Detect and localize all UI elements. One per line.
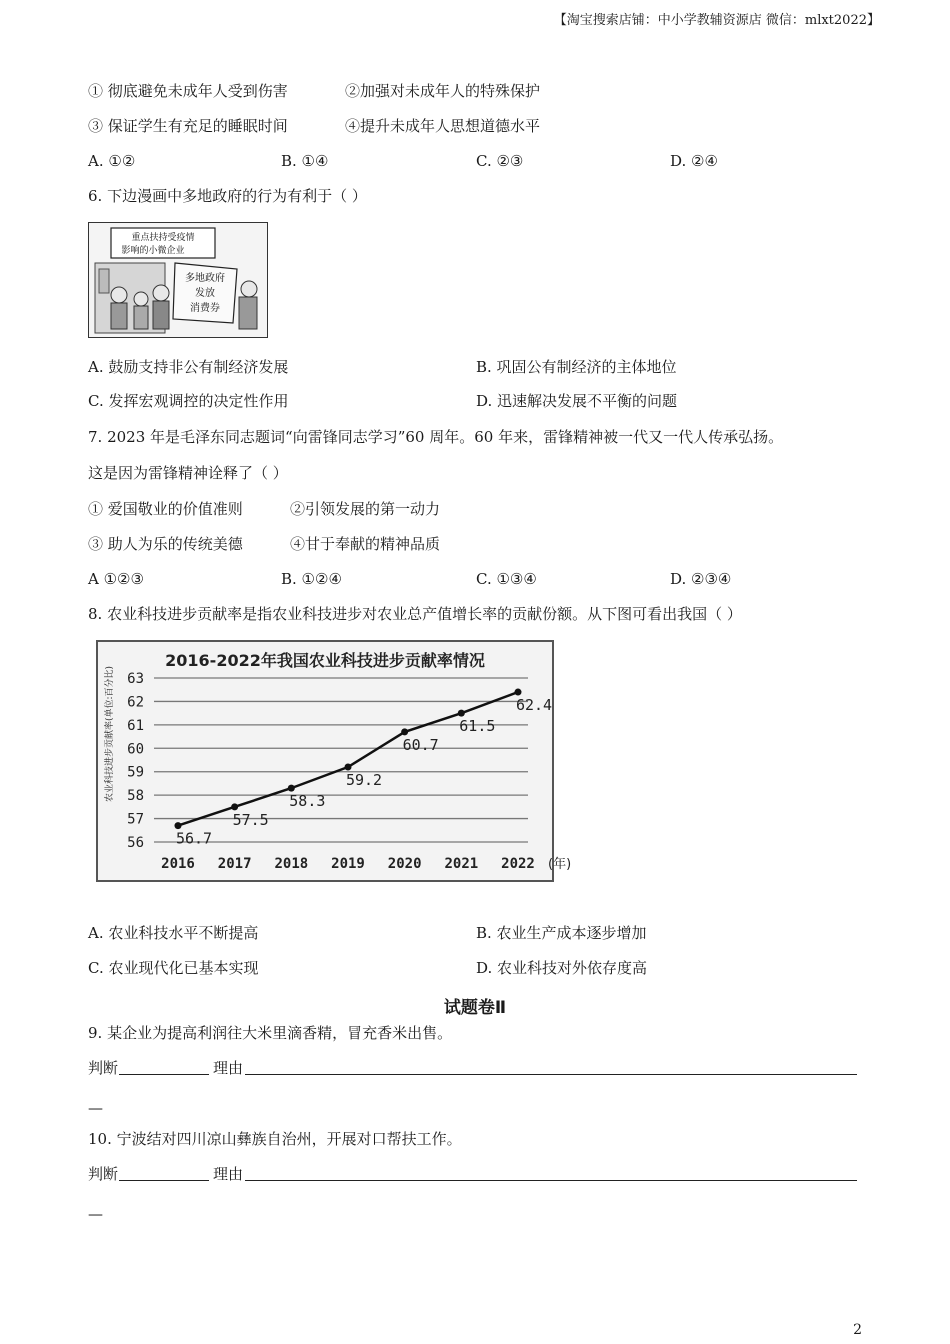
q10-judge-blank[interactable] [119, 1180, 209, 1181]
q6-option-d[interactable]: D. 迅速解决发展不平衡的问题 [476, 392, 678, 410]
q5-option-c[interactable]: C. ②③ [476, 152, 524, 170]
q7-stem-line2: 这是因为雷锋精神诠释了（ ） [88, 464, 288, 482]
chart-data-point [175, 822, 182, 829]
chart-x-tick-label: 2022 [501, 856, 535, 872]
q10-reason-label: 理由 [213, 1165, 244, 1183]
q8-chart [96, 640, 572, 882]
chart-data-point [231, 803, 238, 810]
chart-y-axis-label: 农业科技进步贡献率(单位:百分比) [105, 665, 115, 802]
q7-statement-3: ③ 助人为乐的传统美德 [88, 535, 243, 553]
chart-data-label: 57.5 [232, 810, 269, 829]
q5-statement-2: ②加强对未成年人的特殊保护 [345, 82, 541, 100]
q9-stem: 9. 某企业为提高利润往大米里滴香精，冒充香米出售。 [88, 1024, 453, 1042]
chart-data-label: 60.7 [402, 735, 439, 754]
cartoon-sign-line2: 影响的小微企业 [121, 246, 185, 256]
q5-statement-4: ④提升未成年人思想道德水平 [345, 117, 541, 135]
q8-option-d[interactable]: D. 农业科技对外依存度高 [476, 959, 648, 977]
chart-data-label: 59.2 [345, 771, 383, 790]
chart-x-unit-label: (年) [548, 857, 572, 872]
q5-statement-1: ① 彻底避免未成年人受到伤害 [88, 82, 288, 100]
q7-option-d[interactable]: D. ②③④ [670, 570, 732, 588]
q6-stem: 6. 下边漫画中多地政府的行为有利于（ ） [88, 187, 367, 205]
chart-x-tick-label: 2019 [331, 856, 365, 872]
chart-data-label: 58.3 [289, 792, 326, 811]
chart-y-tick-label: 63 [127, 671, 144, 687]
chart-x-tick-label: 2020 [387, 856, 422, 872]
q9-judge-blank[interactable] [119, 1074, 209, 1075]
q8-option-a[interactable]: A. 农业科技水平不断提高 [88, 924, 259, 942]
chart-data-point [401, 728, 408, 735]
q8-stem: 8. 农业科技进步贡献率是指农业科技进步对农业总产值增长率的贡献份额。从下图可看出我国（ ） [88, 605, 742, 623]
chart-title: 2016-2022年我国农业科技进步贡献率情况 [165, 651, 485, 670]
chart-data-point [288, 785, 295, 792]
cartoon-board-line2: 发放 [195, 288, 215, 299]
chart-data-label: 56.7 [175, 829, 213, 848]
chart-y-tick-label: 61 [127, 717, 144, 734]
page-header: 【淘宝搜索店铺：中小学教辅资源店 微信：mlxt2022】 [553, 13, 880, 28]
q10-stem: 10. 宁波结对四川凉山彝族自治州，开展对口帮扶工作。 [88, 1130, 462, 1148]
section-title: 试题卷Ⅱ [443, 998, 507, 1018]
chart-data-label: 62.4 [515, 696, 553, 715]
chart-y-tick-label: 60 [127, 741, 144, 758]
q7-statement-1: ① 爱国敬业的价值准则 [88, 500, 243, 518]
q6-option-c[interactable]: C. 发挥宏观调控的决定性作用 [88, 392, 289, 410]
chart-x-tick-label: 2018 [274, 856, 309, 872]
q6-option-a[interactable]: A. 鼓励支持非公有制经济发展 [88, 358, 289, 376]
q9-reason-blank[interactable] [245, 1074, 857, 1075]
q5-option-b[interactable]: B. ①④ [281, 152, 329, 170]
q10-judge-label: 判断 [88, 1165, 119, 1183]
q9-judge-label: 判断 [88, 1059, 119, 1077]
q9-dash: — [88, 1099, 103, 1117]
chart-data-point [515, 689, 522, 696]
chart-y-tick-label: 59 [127, 764, 144, 781]
chart-data-point [345, 764, 352, 771]
cartoon-board-line1: 多地政府 [185, 273, 225, 284]
chart-y-tick-label: 58 [127, 788, 144, 805]
chart-y-tick-label: 62 [127, 694, 144, 711]
chart-y-tick-label: 56 [127, 835, 144, 851]
q7-stem-line1: 7. 2023 年是毛泽东同志题词“向雷锋同志学习”60 周年。60 年来，雷锋精神被一代又一代人传承弘扬。 [88, 428, 784, 446]
q6-cartoon [88, 222, 268, 338]
chart-data-label: 61.5 [459, 717, 496, 736]
q7-option-c[interactable]: C. ①③④ [476, 570, 537, 588]
q5-statement-3: ③ 保证学生有充足的睡眠时间 [88, 117, 288, 135]
q6-option-b[interactable]: B. 巩固公有制经济的主体地位 [476, 358, 677, 376]
chart-x-tick-label: 2021 [444, 856, 479, 872]
chart-x-tick-label: 2017 [217, 856, 252, 872]
q10-reason-blank[interactable] [245, 1180, 857, 1181]
q10-dash: — [88, 1205, 103, 1223]
cartoon-sign-line1: 重点扶持受疫情 [131, 233, 195, 243]
q7-option-a[interactable]: A ①②③ [88, 570, 144, 588]
q8-option-b[interactable]: B. 农业生产成本逐步增加 [476, 924, 647, 942]
page-number: 2 [853, 1322, 862, 1338]
q9-reason-label: 理由 [213, 1059, 244, 1077]
q8-option-c[interactable]: C. 农业现代化已基本实现 [88, 959, 259, 977]
q7-statement-4: ④甘于奉献的精神品质 [290, 535, 441, 553]
chart-series-line [178, 692, 518, 826]
q7-statement-2: ②引领发展的第一动力 [290, 500, 441, 518]
q5-option-a[interactable]: A. ①② [88, 152, 136, 170]
chart-x-tick-label: 2016 [161, 856, 195, 872]
chart-y-tick-label: 57 [127, 811, 144, 828]
q5-option-d[interactable]: D. ②④ [670, 152, 718, 170]
q7-option-b[interactable]: B. ①②④ [281, 570, 342, 588]
cartoon-board-line3: 消费券 [190, 303, 220, 314]
chart-data-point [458, 710, 465, 717]
